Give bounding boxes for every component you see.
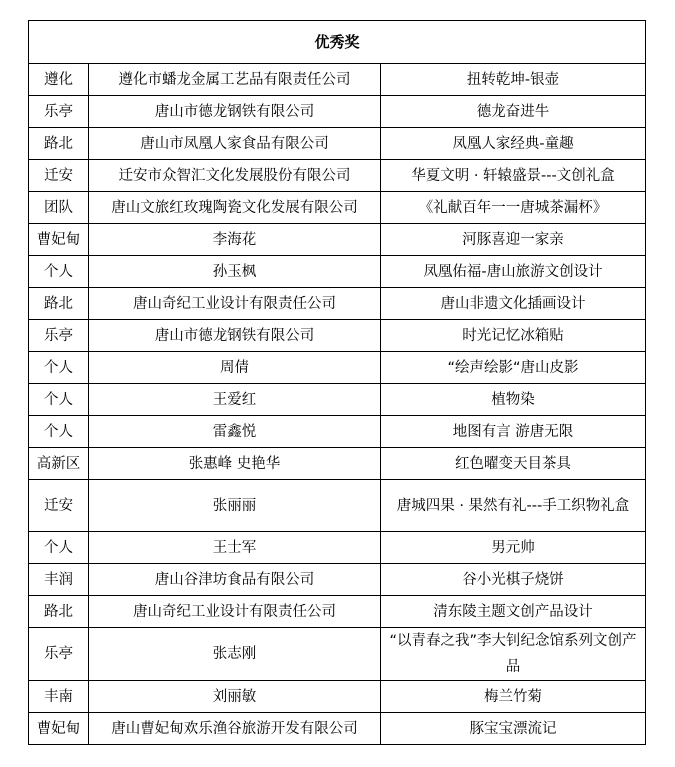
table-row	[29, 128, 646, 160]
region-cell: 路北	[29, 128, 89, 160]
region-cell: 团队	[29, 192, 89, 224]
work-cell: 凤凰佑福-唐山旅游文创设计	[381, 256, 646, 288]
award-table	[28, 20, 646, 745]
table-row	[29, 64, 646, 96]
unit-cell: 张惠峰 史艳华	[89, 448, 381, 480]
table-row	[29, 288, 646, 320]
table-row	[29, 224, 646, 256]
unit-cell: 王爱红	[89, 384, 381, 416]
work-cell: “绘声绘影“唐山皮影	[381, 352, 646, 384]
table-row	[29, 416, 646, 448]
unit-cell: 李海花	[89, 224, 381, 256]
work-cell: 德龙奋进牛	[381, 96, 646, 128]
table-row	[29, 160, 646, 192]
table-row	[29, 480, 646, 532]
table-row	[29, 564, 646, 596]
unit-cell: 遵化市蟠龙金属工艺品有限责任公司	[89, 64, 381, 96]
region-cell: 迁安	[29, 480, 89, 532]
work-cell: 河豚喜迎一家亲	[381, 224, 646, 256]
region-cell: 乐亭	[29, 320, 89, 352]
work-cell: 清东陵主题文创产品设计	[381, 596, 646, 628]
unit-cell: 唐山市德龙钢铁有限公司	[89, 320, 381, 352]
table-row	[29, 628, 646, 681]
unit-cell: 唐山曹妃甸欢乐渔谷旅游开发有限公司	[89, 713, 381, 745]
unit-cell: 唐山奇纪工业设计有限责任公司	[89, 288, 381, 320]
work-cell: 时光记忆冰箱贴	[381, 320, 646, 352]
region-cell: 乐亭	[29, 96, 89, 128]
work-cell: 豚宝宝漂流记	[381, 713, 646, 745]
region-cell: 个人	[29, 256, 89, 288]
work-cell: 植物染	[381, 384, 646, 416]
work-cell: 唐山非遗文化插画设计	[381, 288, 646, 320]
work-cell: 谷小光棋子烧饼	[381, 564, 646, 596]
table-row	[29, 713, 646, 745]
unit-cell: 孙玉枫	[89, 256, 381, 288]
work-cell: “以青春之我”李大钊纪念馆系列文创产品	[381, 628, 646, 681]
unit-cell: 唐山奇纪工业设计有限责任公司	[89, 596, 381, 628]
work-cell: 红色曜变天目茶具	[381, 448, 646, 480]
region-cell: 个人	[29, 352, 89, 384]
region-cell: 丰南	[29, 681, 89, 713]
work-cell: 梅兰竹菊	[381, 681, 646, 713]
region-cell: 个人	[29, 532, 89, 564]
unit-cell: 唐山文旅红玫瑰陶瓷文化发展有限公司	[89, 192, 381, 224]
region-cell: 个人	[29, 384, 89, 416]
table-title-row	[29, 21, 646, 64]
table-row	[29, 448, 646, 480]
region-cell: 路北	[29, 288, 89, 320]
work-cell: 凤凰人家经典-童趣	[381, 128, 646, 160]
table-row	[29, 96, 646, 128]
region-cell: 曹妃甸	[29, 224, 89, 256]
unit-cell: 雷鑫悦	[89, 416, 381, 448]
work-cell: 地图有言 游唐无限	[381, 416, 646, 448]
table-row	[29, 384, 646, 416]
work-cell: 唐城四果 · 果然有礼---手工织物礼盒	[381, 480, 646, 532]
region-cell: 路北	[29, 596, 89, 628]
region-cell: 高新区	[29, 448, 89, 480]
table-title: 优秀奖	[29, 21, 646, 64]
region-cell: 丰润	[29, 564, 89, 596]
region-cell: 遵化	[29, 64, 89, 96]
work-cell: 男元帅	[381, 532, 646, 564]
unit-cell: 张丽丽	[89, 480, 381, 532]
table-row	[29, 681, 646, 713]
unit-cell: 王士军	[89, 532, 381, 564]
region-cell: 迁安	[29, 160, 89, 192]
unit-cell: 周倩	[89, 352, 381, 384]
region-cell: 乐亭	[29, 628, 89, 681]
table-row	[29, 352, 646, 384]
work-cell: 华夏文明 · 轩辕盛景---文创礼盒	[381, 160, 646, 192]
unit-cell: 张志刚	[89, 628, 381, 681]
table-row	[29, 596, 646, 628]
region-cell: 曹妃甸	[29, 713, 89, 745]
work-cell: 《礼献百年一一唐城茶漏杯》	[381, 192, 646, 224]
unit-cell: 唐山谷津坊食品有限公司	[89, 564, 381, 596]
work-cell: 扭转乾坤-银壶	[381, 64, 646, 96]
unit-cell: 唐山市德龙钢铁有限公司	[89, 96, 381, 128]
unit-cell: 刘丽敏	[89, 681, 381, 713]
region-cell: 个人	[29, 416, 89, 448]
table-row	[29, 256, 646, 288]
unit-cell: 唐山市凤凰人家食品有限公司	[89, 128, 381, 160]
table-row	[29, 532, 646, 564]
table-row	[29, 320, 646, 352]
table-row	[29, 192, 646, 224]
unit-cell: 迁安市众智汇文化发展股份有限公司	[89, 160, 381, 192]
